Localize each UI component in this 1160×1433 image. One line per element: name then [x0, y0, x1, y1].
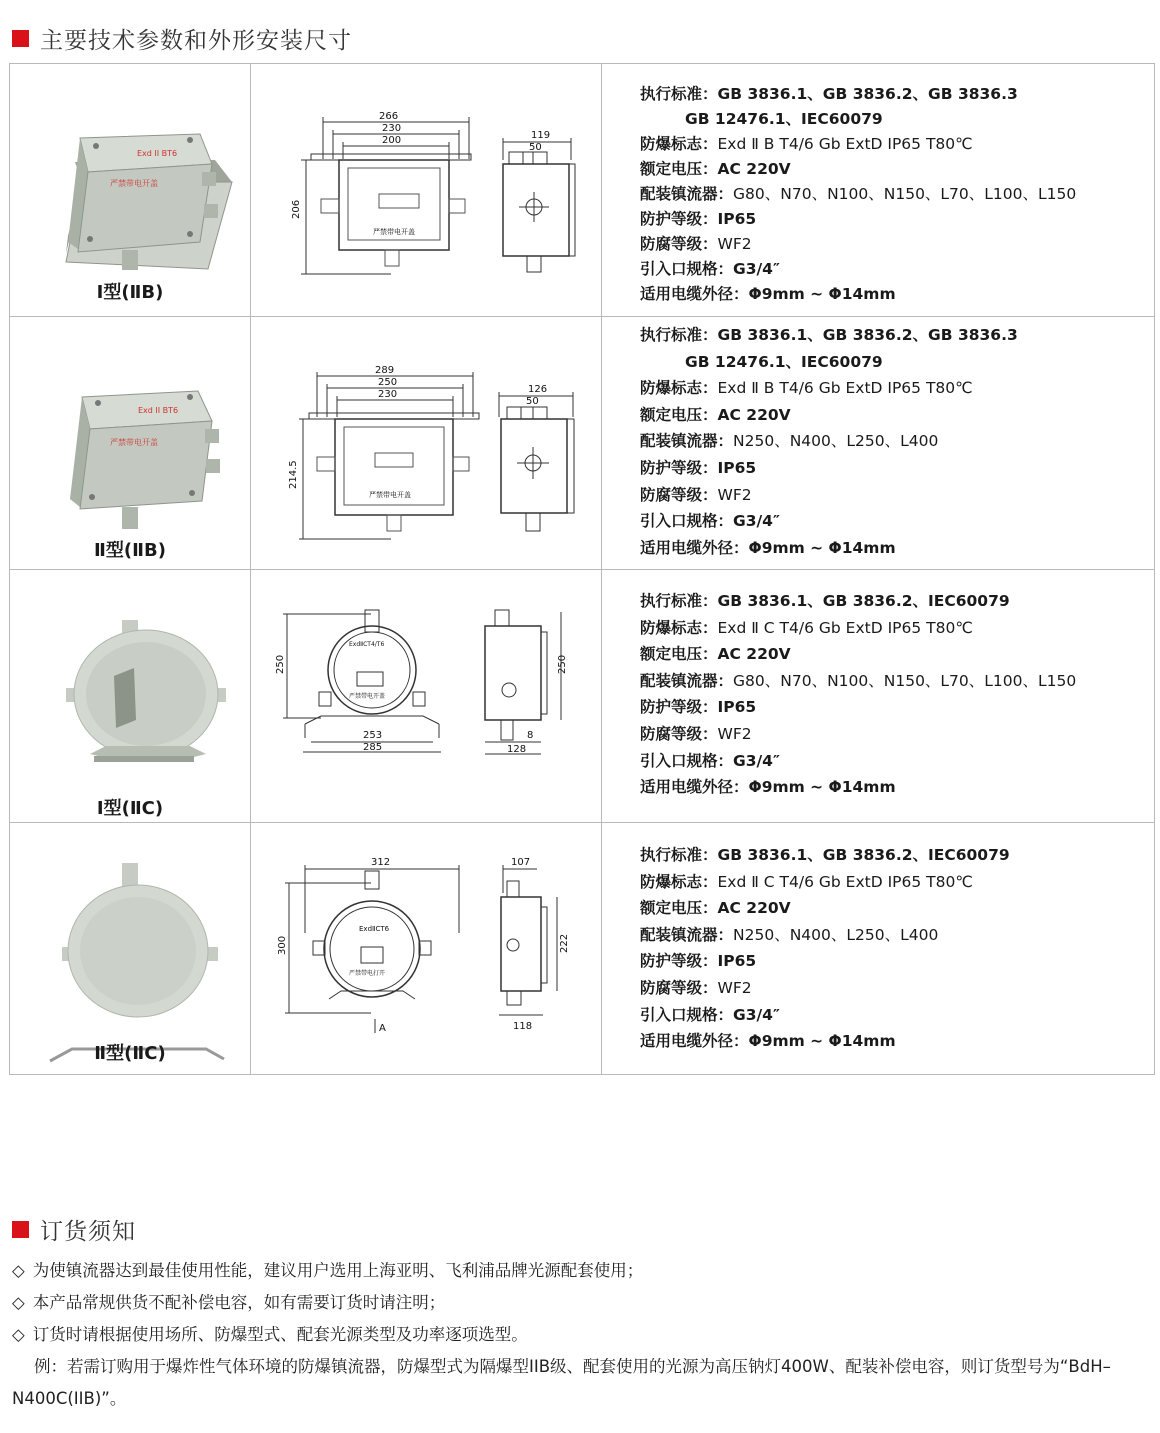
note-item: ◇ 本产品常规供货不配补偿电容，如有需要订货时请注明；: [12, 1293, 446, 1312]
dim-label: 8: [527, 730, 534, 741]
section-title: 订货须知: [40, 1219, 136, 1245]
spec-row: 防腐等级：WF2: [640, 235, 752, 253]
dimension-drawing: [251, 823, 601, 1075]
diamond-bullet-icon: ◇: [12, 1293, 25, 1312]
spec-cell: [602, 317, 1155, 570]
spec-row: 额定电压：AC 220V: [640, 899, 791, 918]
table-row: [10, 570, 1155, 823]
dimension-drawing: [251, 570, 601, 823]
section-header-ordering: [12, 1213, 136, 1246]
spec-row: GB 12476.1、IEC60079: [685, 352, 883, 371]
section-title: 主要技术参数和外形安装尺寸: [40, 28, 352, 54]
drawing-cell: [251, 64, 602, 317]
dim-label: 200: [382, 135, 402, 146]
dim-label: 126: [528, 384, 548, 395]
product-photo-cell: [10, 64, 251, 317]
type-label: Ⅰ型(ⅡC): [96, 798, 164, 819]
drawing-cell: [251, 570, 602, 823]
ordering-notes: [12, 1255, 1157, 1415]
spec-row: GB 12476.1、IEC60079: [685, 110, 883, 128]
spec-list: [602, 570, 1154, 801]
plate-text: 严禁带电打开: [349, 970, 386, 977]
dim-label: 128: [507, 744, 527, 755]
note-item: ◇ 订货时请根据使用场所、防爆型式、配套光源类型及功率逐项选型。: [12, 1325, 528, 1344]
spec-row: 适用电缆外径：Φ9mm ~ Φ14mm: [640, 1032, 896, 1051]
product-photo-cell: [10, 823, 251, 1075]
dim-label: 107: [511, 857, 531, 868]
spec-row: 执行标准：GB 3836.1、GB 3836.2、GB 3836.3: [640, 326, 1018, 344]
dim-label: 250: [557, 654, 568, 674]
spec-row: 引入口规格：G3/4″: [640, 751, 780, 770]
dim-label: A: [379, 1023, 386, 1034]
dim-label: 118: [513, 1021, 533, 1032]
spec-row: 防护等级：IP65: [640, 952, 757, 971]
spec-row: 防护等级：IP65: [640, 698, 757, 717]
spec-row: 引入口规格：G3/4″: [640, 1005, 780, 1024]
dim-label: 119: [531, 130, 551, 141]
spec-list: [602, 64, 1154, 307]
product-photo: [10, 317, 250, 570]
product-photo-cell: [10, 317, 251, 570]
spec-row: 适用电缆外径：Φ9mm ~ Φ14mm: [640, 285, 896, 303]
spec-row: 执行标准：GB 3836.1、GB 3836.2、GB 3836.3: [640, 85, 1018, 103]
dim-label: 300: [277, 935, 288, 955]
spec-row: 额定电压：AC 220V: [640, 405, 791, 424]
spec-list: [602, 823, 1154, 1055]
dim-label: 206: [291, 199, 302, 219]
plate-text: ExdⅡCT6: [359, 925, 390, 933]
type-label: Ⅰ型(ⅡB): [96, 282, 164, 303]
dim-label: 50: [526, 396, 539, 407]
spec-row: 防腐等级：WF2: [640, 485, 752, 504]
diamond-bullet-icon: ◇: [12, 1261, 25, 1280]
spec-list: [602, 317, 1154, 561]
plate-text: 严禁带电开盖: [349, 693, 386, 700]
spec-row: 防爆标志：Exd Ⅱ C T4/6 Gb ExtD IP65 T80℃: [640, 872, 973, 891]
spec-row: 适用电缆外径：Φ9mm ~ Φ14mm: [640, 778, 896, 797]
spec-row: 防护等级：IP65: [640, 210, 757, 228]
dim-label: 230: [382, 123, 402, 134]
note-example: 例：若需订购用于爆炸性气体环境的防爆镇流器，防爆型式为隔爆型IIB级、配套使用的光源为高压钠灯400W、配装补偿电容，则订货型号为“BdH–N400C(IIB)”。: [12, 1357, 1111, 1408]
spec-row: 引入口规格：G3/4″: [640, 512, 780, 531]
spec-row: 额定电压：AC 220V: [640, 160, 791, 178]
type-label: Ⅱ型(ⅡC): [94, 1043, 166, 1064]
dim-label: 289: [375, 365, 395, 376]
dim-label: 253: [363, 730, 383, 741]
spec-row: 适用电缆外径：Φ9mm ~ Φ14mm: [640, 538, 896, 557]
diamond-bullet-icon: ◇: [12, 1325, 25, 1344]
plate-text: 严禁带电开盖: [369, 491, 411, 499]
spec-row: 执行标准：GB 3836.1、GB 3836.2、IEC60079: [640, 846, 1010, 864]
drawing-cell: [251, 823, 602, 1075]
section-header-specs: [12, 22, 352, 55]
drawing-cell: [251, 317, 602, 570]
dim-label: 250: [275, 654, 286, 674]
spec-row: 配装镇流器：G80、N70、N100、N150、L70、L100、L150: [640, 185, 1077, 203]
dim-label: 250: [378, 377, 398, 388]
dim-label: 222: [559, 933, 570, 953]
spec-cell: [602, 570, 1155, 823]
spec-row: 配装镇流器：N250、N400、L250、L400: [640, 432, 939, 451]
plate-text: ExdⅡCT4/T6: [349, 641, 385, 648]
table-row: [10, 823, 1155, 1075]
dimension-drawing: [251, 64, 601, 317]
dimension-drawing: [251, 317, 601, 570]
red-square-icon: [12, 30, 29, 47]
spec-row: 配装镇流器：N250、N400、L250、L400: [640, 925, 939, 944]
spec-row: 防腐等级：WF2: [640, 724, 752, 743]
spec-row: 防爆标志：Exd Ⅱ B T4/6 Gb ExtD IP65 T80℃: [640, 135, 973, 153]
table-row: [10, 64, 1155, 317]
spec-row: 防护等级：IP65: [640, 458, 757, 477]
spec-row: 防腐等级：WF2: [640, 978, 752, 997]
dim-label: 50: [529, 142, 542, 153]
spec-row: 配装镇流器：G80、N70、N100、N150、L70、L100、L150: [640, 671, 1077, 690]
photo-text-warning: 严禁带电开盖: [110, 179, 158, 188]
table-row: [10, 317, 1155, 570]
photo-text-marking: Exd II BT6: [138, 406, 179, 415]
spec-row: 额定电压：AC 220V: [640, 645, 791, 664]
spec-table: [9, 63, 1155, 1075]
dim-label: 312: [371, 857, 391, 868]
spec-row: 防爆标志：Exd Ⅱ B T4/6 Gb ExtD IP65 T80℃: [640, 379, 973, 398]
dim-label: 230: [378, 389, 398, 400]
plate-text: 严禁带电开盖: [373, 228, 415, 236]
product-photo: [10, 823, 250, 1075]
dim-label: 214.5: [288, 460, 299, 489]
dim-label: 285: [363, 742, 383, 753]
dim-label: 266: [379, 111, 399, 122]
note-item: ◇ 为使镇流器达到最佳使用性能，建议用户选用上海亚明、飞利浦品牌光源配套使用；: [12, 1261, 644, 1280]
type-label: Ⅱ型(ⅡB): [94, 540, 166, 561]
product-photo-cell: [10, 570, 251, 823]
product-photo: [10, 570, 250, 823]
spec-row: 引入口规格：G3/4″: [640, 260, 780, 278]
spec-row: 执行标准：GB 3836.1、GB 3836.2、IEC60079: [640, 592, 1010, 610]
spec-cell: [602, 823, 1155, 1075]
photo-text-marking: Exd II BT6: [137, 149, 178, 158]
red-square-icon: [12, 1221, 29, 1238]
spec-cell: [602, 64, 1155, 317]
spec-row: 防爆标志：Exd Ⅱ C T4/6 Gb ExtD IP65 T80℃: [640, 618, 973, 637]
photo-text-warning: 严禁带电开盖: [110, 438, 158, 447]
